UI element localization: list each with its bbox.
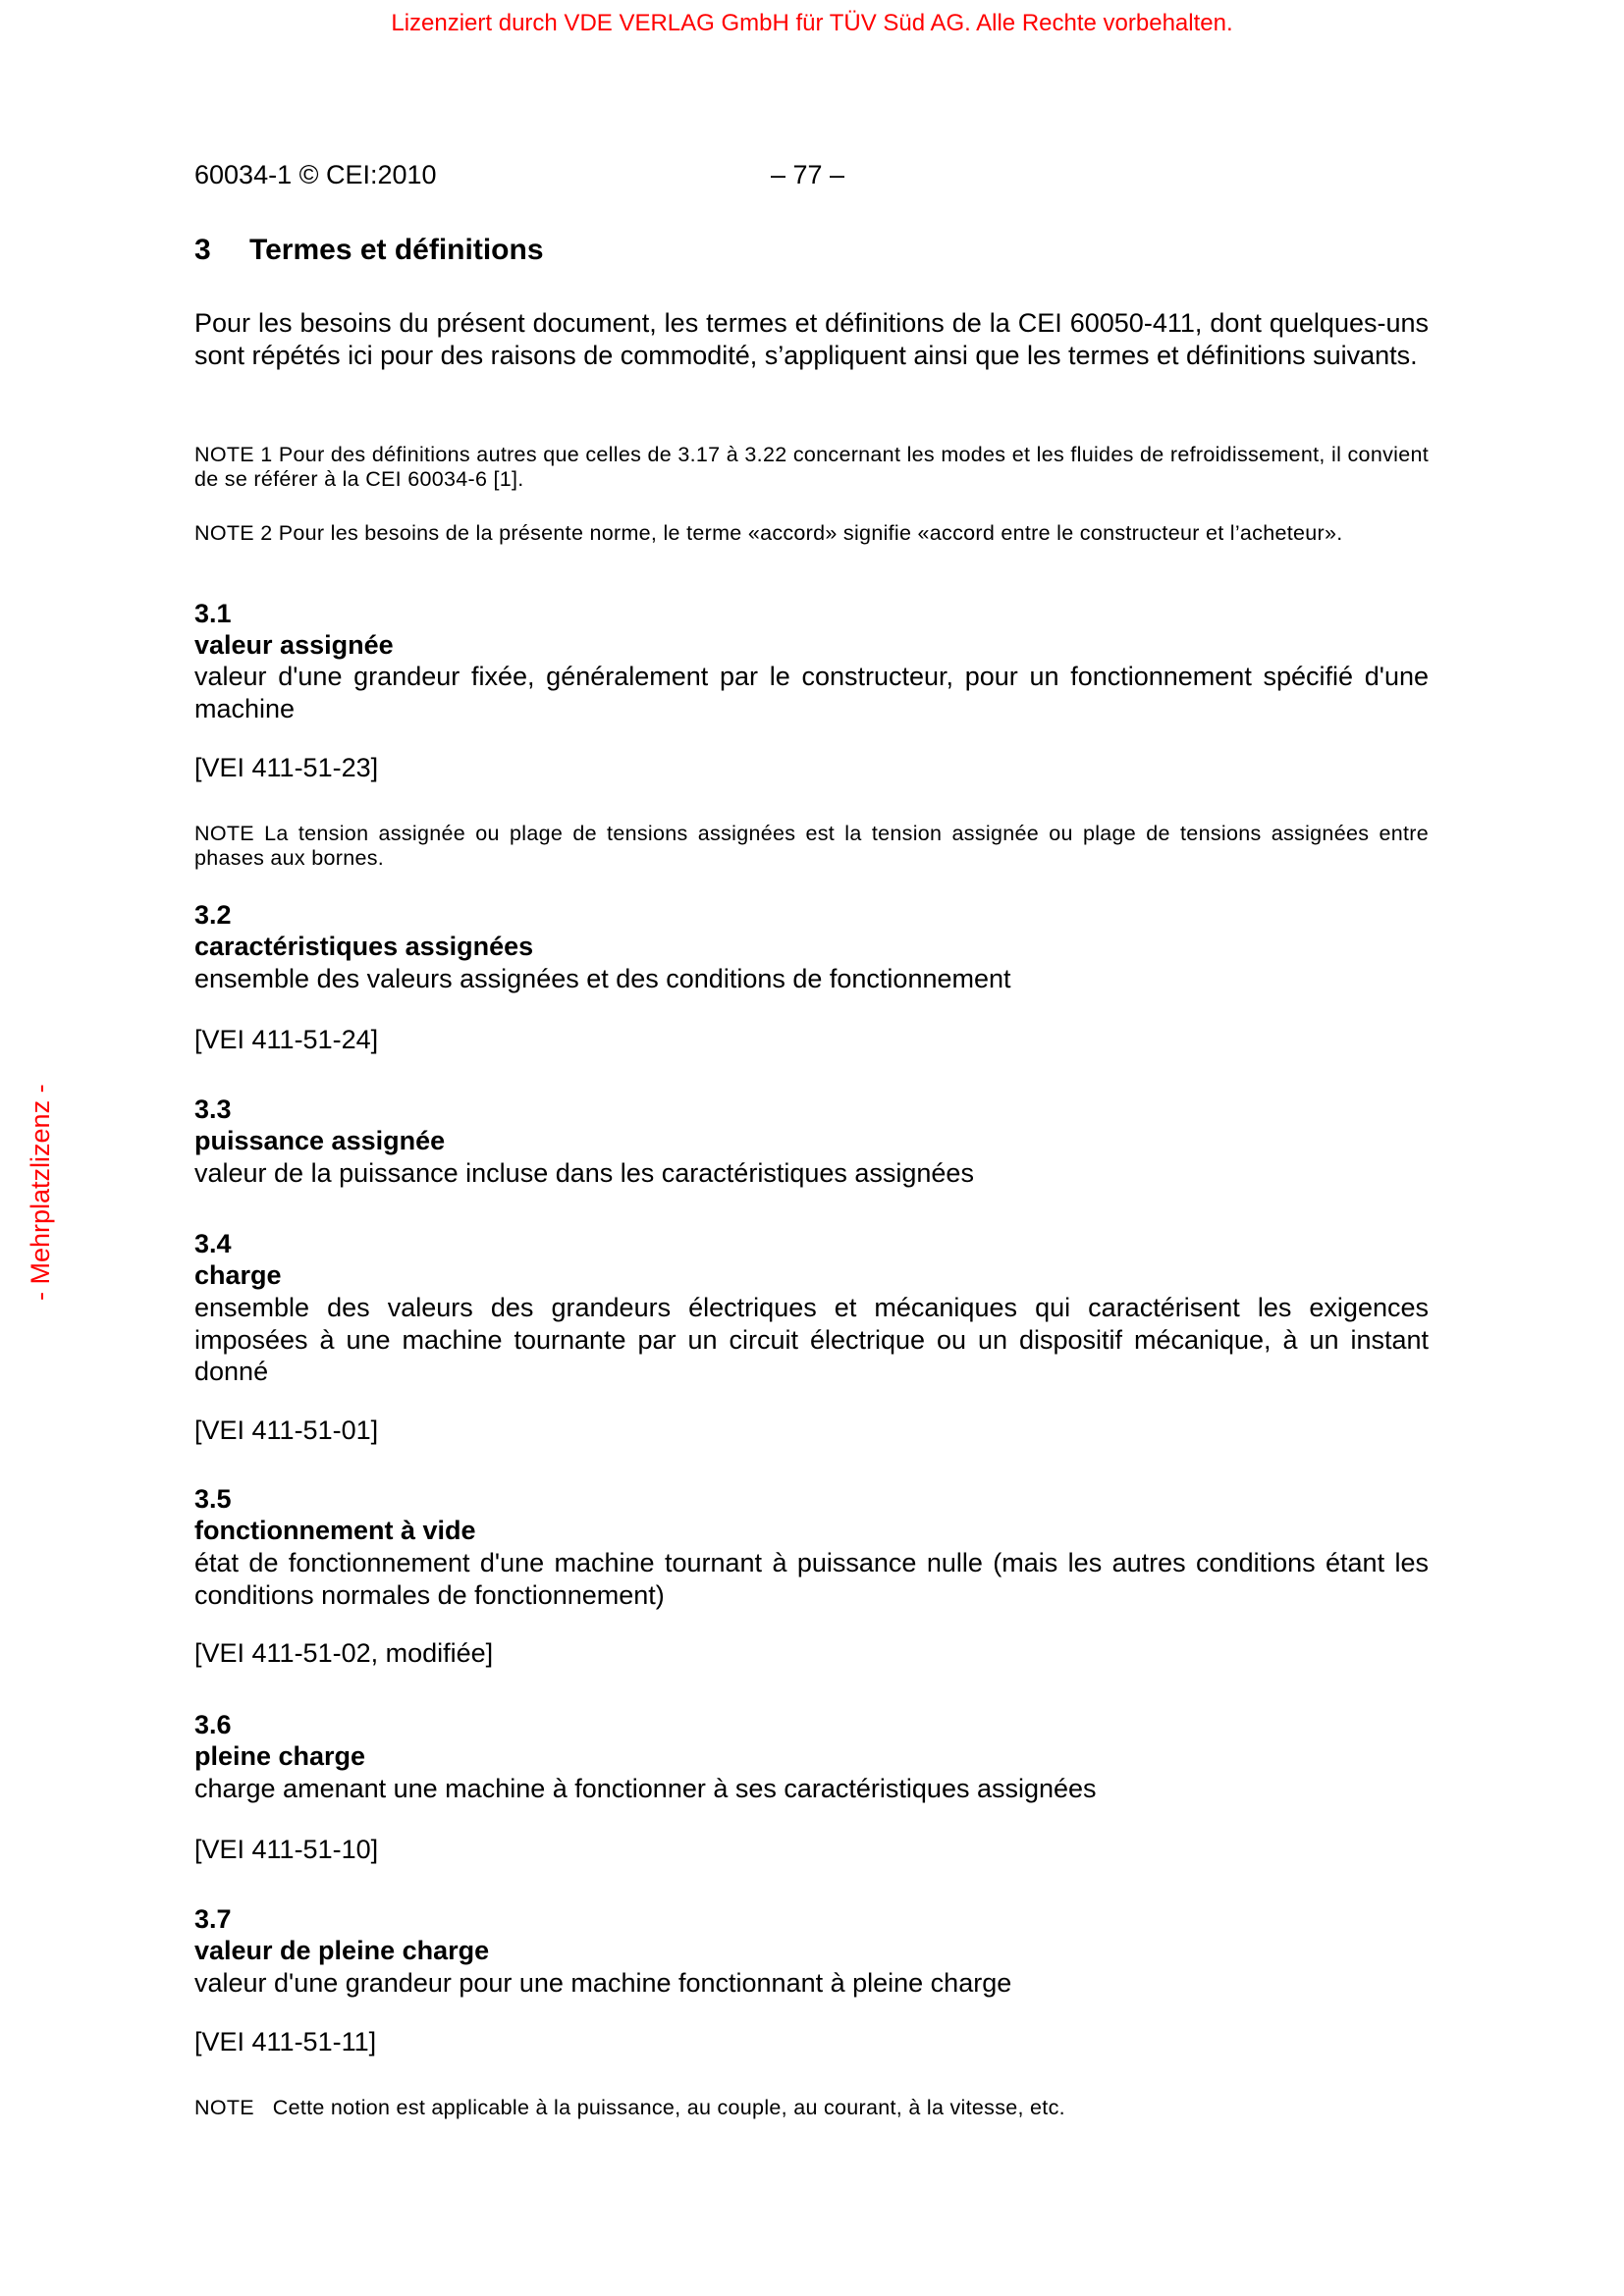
entry-number: 3.2	[194, 900, 232, 930]
entry-term: pleine charge	[194, 1741, 366, 1771]
entry-definition: ensemble des valeurs des grandeurs électriques et mécaniques qui caractérisent les exigences imposées à une machine tournante par un circuit électrique ou un dispositif mécanique, à un instant donné	[194, 1293, 1429, 1386]
entry-definition: valeur de la puissance incluse dans les caractéristiques assignées	[194, 1158, 974, 1188]
entry-term: charge	[194, 1260, 282, 1290]
side-license-label: - Mehrplatzlizenz -	[26, 1084, 55, 1301]
entry-number: 3.4	[194, 1229, 232, 1258]
entry-note: NOTE La tension assignée ou plage de tensions assignées est la tension assignée ou plage de tensions assignées entre phases aux bornes.	[194, 822, 1429, 870]
entry-reference: [VEI 411-51-24]	[194, 1025, 379, 1054]
entry-definition: charge amenant une machine à fonctionner à ses caractéristiques assignées	[194, 1774, 1097, 1803]
section-number: 3	[194, 234, 211, 266]
note-1: NOTE 1 Pour des définitions autres que celles de 3.17 à 3.22 concernant les modes et les fluides de refroidissement, il convient de se référer à la CEI 60034-6 [1].	[194, 443, 1429, 491]
entry-number: 3.1	[194, 599, 232, 628]
entry-definition: valeur d'une grandeur fixée, généralement par le constructeur, pour un fonctionnement spécifié d'une machine	[194, 662, 1429, 723]
page-number: – 77 –	[771, 160, 845, 189]
section-heading	[194, 234, 544, 267]
standard-reference: 60034-1 © CEI:2010	[194, 160, 437, 189]
entry-reference: [VEI 411-51-02, modifiée]	[194, 1638, 494, 1668]
entry-reference: [VEI 411-51-11]	[194, 2027, 377, 2056]
entry-reference: [VEI 411-51-01]	[194, 1415, 379, 1445]
entry-term: caractéristiques assignées	[194, 932, 534, 961]
intro-paragraph: Pour les besoins du présent document, les termes et définitions de la CEI 60050-411, dont quelques-uns sont répétés ici pour des raisons de commodité, s’appliquent ainsi que les termes et définitions suivants.	[194, 308, 1429, 370]
entry-reference: [VEI 411-51-23]	[194, 753, 379, 782]
entry-number: 3.6	[194, 1710, 232, 1739]
entry-definition: valeur d'une grandeur pour une machine fonctionnant à pleine charge	[194, 1968, 1012, 1998]
entry-term: fonctionnement à vide	[194, 1516, 476, 1545]
entry-term: valeur de pleine charge	[194, 1936, 490, 1965]
license-watermark: Lizenziert durch VDE VERLAG GmbH für TÜV Süd AG. Alle Rechte vorbehalten.	[391, 10, 1233, 36]
entry-note: NOTE Cette notion est applicable à la puissance, au couple, au courant, à la vitesse, etc.	[194, 2096, 1065, 2119]
note-2: NOTE 2 Pour les besoins de la présente norme, le terme «accord» signifie «accord entre le constructeur et l’acheteur».	[194, 521, 1343, 545]
section-title: Termes et définitions	[249, 234, 544, 266]
entry-number: 3.5	[194, 1484, 232, 1514]
entry-definition: état de fonctionnement d'une machine tournant à puissance nulle (mais les autres conditions étant les conditions normales de fonctionnement)	[194, 1548, 1429, 1610]
entry-definition: ensemble des valeurs assignées et des conditions de fonctionnement	[194, 964, 1011, 993]
entry-number: 3.3	[194, 1095, 232, 1124]
entry-term: puissance assignée	[194, 1126, 446, 1155]
entry-number: 3.7	[194, 1904, 232, 1934]
entry-term: valeur assignée	[194, 630, 394, 660]
entry-reference: [VEI 411-51-10]	[194, 1835, 379, 1864]
